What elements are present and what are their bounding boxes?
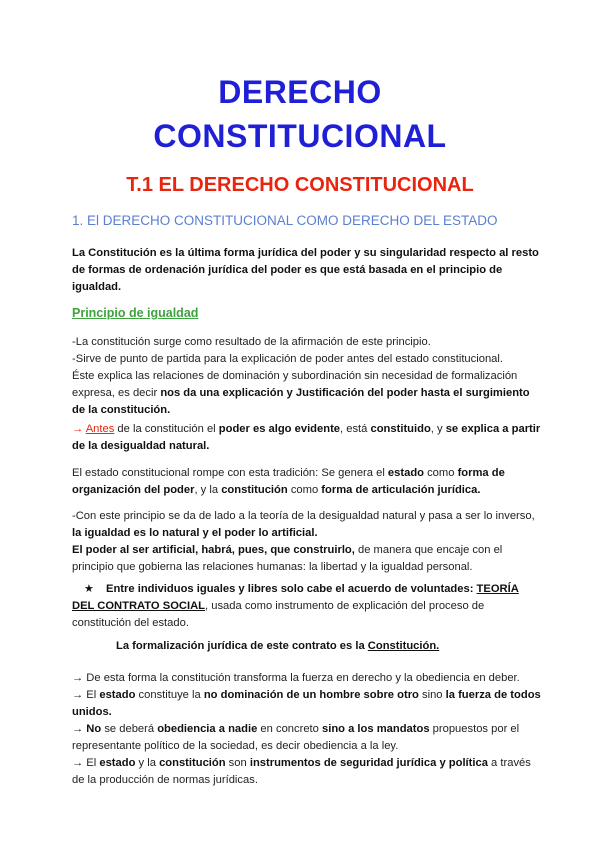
principle-line-3: Éste explica las relaciones de dominación y subordinación sin necesidad de formalización expresa, es decir — [72, 370, 518, 399]
arrow-4-text-1: → El — [72, 757, 100, 769]
igualdad-text-1: -Con este principio se da de lado a la teoría de la desigualdad natural y pasa a ser lo inverso, — [72, 510, 535, 522]
arrow-3-bold-1: No — [86, 723, 102, 735]
antes-text-3: , y — [430, 423, 446, 435]
antes-bold-3: se explica a partir de la desigualdad natural. — [72, 423, 541, 452]
arrow-4-bold-1: estado — [99, 757, 136, 769]
arrow-4-text-3: son — [225, 757, 250, 769]
estado-paragraph — [72, 465, 542, 499]
arrow-2-bold-2: no dominación de un hombre sobre otro — [203, 689, 419, 701]
arrow-4-bold-3: instrumentos de seguridad jurídica y política — [249, 757, 488, 769]
estado-bold-3: constitución — [221, 484, 288, 496]
antes-text-2: , está — [340, 423, 371, 435]
antes-paragraph — [72, 421, 542, 455]
arrow-3-text-1: → — [72, 723, 87, 735]
principle-paragraph — [72, 334, 542, 419]
arrow-3-text-3: en concreto — [257, 723, 322, 735]
antes-word: Antes — [85, 423, 115, 435]
arrow-3-bold-3: sino a los mandatos — [322, 723, 430, 735]
arrow-marker: → — [72, 423, 86, 435]
estado-text-2: como — [423, 467, 458, 479]
intro-paragraph: La Constitución es la última forma jurídica del poder y su singularidad respecto al resto de formas de ordenación jurídica del poder es que está basada en el principio de igualdad. — [72, 247, 539, 293]
arrow-2-bold-3: la fuerza de todos unidos. — [72, 689, 541, 718]
estado-text-3: , y la — [194, 484, 222, 496]
antes-bold-2: constituido — [370, 423, 431, 435]
estado-bold-4: forma de articulación jurídica. — [321, 484, 481, 496]
estado-bold-1: estado — [387, 467, 424, 479]
antes-text-1: de la constitución el — [114, 423, 219, 435]
estado-bold-2: forma de organización del poder — [72, 467, 505, 496]
topic-title: T.1 EL DERECHO CONSTITUCIONAL — [126, 174, 474, 196]
estado-text-1: El estado constitucional rompe con esta tradición: Se genera el — [72, 467, 388, 479]
arrow-3-text-2: se deberá — [101, 723, 158, 735]
arrow-3-text-4: propuestos por el representante político de la sociedad, es decir obediencia a la ley. — [72, 723, 520, 752]
arrow-2-bold-1: estado — [99, 689, 136, 701]
formalizacion-line — [116, 640, 439, 652]
arrow-4-text-2: y la — [135, 757, 160, 769]
arrow-4-bold-2: constitución — [159, 757, 226, 769]
contrato-text: , usada como instrumento de explicación del proceso de constitución del estado. — [72, 600, 485, 629]
formalizacion-text: La formalización jurídica de este contrato es la — [116, 640, 368, 652]
star-icon: ★ — [83, 583, 95, 595]
contrato-social-term: TEORÍA DEL CONTRATO SOCIAL — [72, 583, 519, 612]
constitucion-word: Constitución. — [367, 640, 440, 652]
arrow-2-text-3: sino — [418, 689, 446, 701]
arrow-3-bold-2: obediencia a nadie — [157, 723, 258, 735]
principle-line-1: -La constitución surge como resultado de la afirmación de este principio. — [72, 336, 431, 348]
document-title-line-2: CONSTITUCIONAL — [153, 118, 447, 154]
principle-line-3-bold: nos da una explicación y Justificación del poder hasta el surgimiento de la constitución. — [72, 387, 530, 416]
arrow-2-text-2: constituye la — [135, 689, 204, 701]
contrato-social-paragraph — [72, 581, 542, 632]
principle-heading: Principio de igualdad — [72, 306, 199, 320]
arrow-2-text-1: → El — [72, 689, 100, 701]
arrow-line-1: → De esta forma la constitución transforma la fuerza en derecho y la obediencia en deber. — [72, 672, 520, 684]
igualdad-bold-2: El poder al ser artificial, habrá, pues, que construirlo, — [72, 544, 355, 556]
contrato-bold: Entre individuos iguales y libres solo cabe el acuerdo de voluntades: — [106, 583, 477, 595]
arrows-paragraph — [72, 670, 542, 789]
igualdad-paragraph — [72, 508, 542, 576]
document-title-line-1: DERECHO — [218, 74, 382, 110]
estado-text-4: como — [287, 484, 322, 496]
igualdad-text-2: de manera que encaje con el principio que gobierna las relaciones humanas: la libertad y la igualdad personal. — [72, 544, 503, 573]
section-heading: 1. El DERECHO CONSTITUCIONAL COMO DERECHO DEL ESTADO — [72, 213, 498, 228]
principle-line-2: -Sirve de punto de partida para la explicación de poder antes del estado constitucional. — [72, 353, 503, 365]
igualdad-bold-1: la igualdad es lo natural y el poder lo artificial. — [72, 527, 318, 539]
arrow-4-text-4: a través de la producción de normas jurídicas. — [72, 757, 531, 786]
antes-bold-1: poder es algo evidente — [218, 423, 341, 435]
